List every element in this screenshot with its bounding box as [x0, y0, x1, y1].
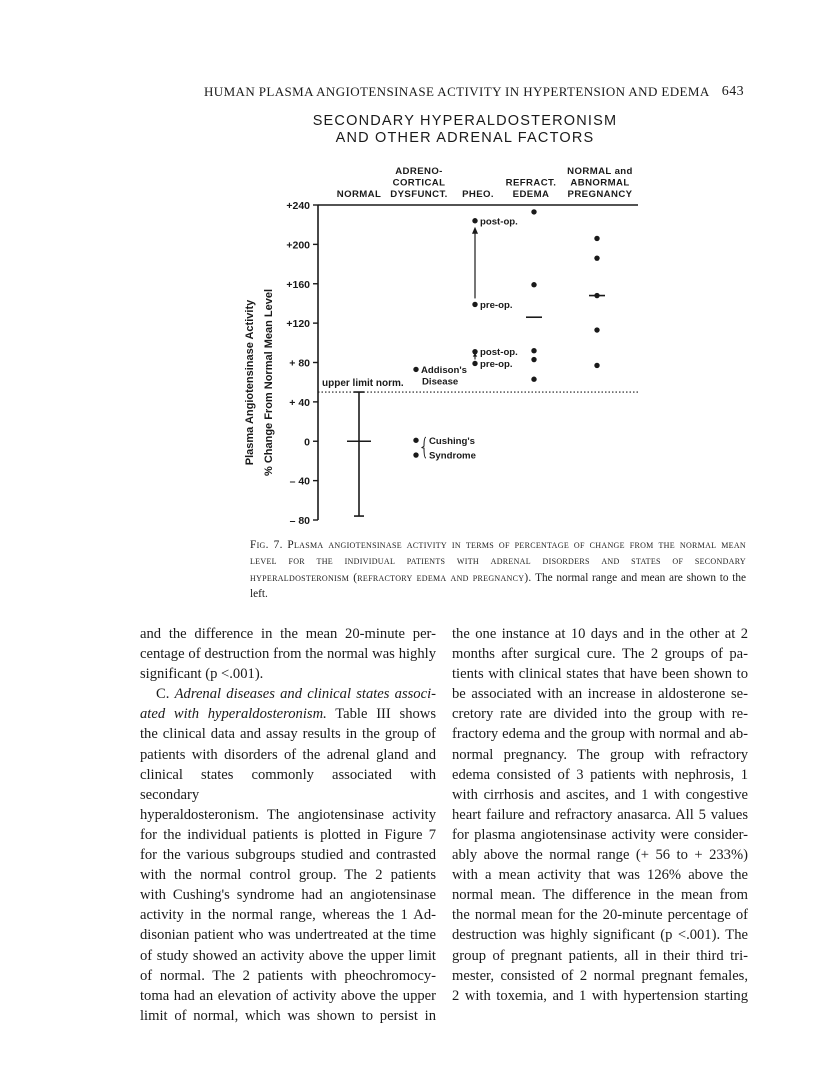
figure-caption: [250, 537, 746, 603]
addison-label-line-1: Addison's: [421, 364, 467, 376]
left-text-line: with Cushing's syndrome had an angiotensinase: [140, 887, 436, 904]
pheo-post-op-high-label: post-op.: [480, 216, 518, 228]
left-text-line: centage of destruction from the normal was highly: [140, 646, 436, 663]
data-point: [531, 209, 536, 214]
pheo-arrowhead-long: [472, 227, 478, 234]
data-point: [531, 357, 536, 362]
right-text-line: for plasma angiotensinase activity were consider-: [452, 826, 748, 843]
category-label: ADRENO-: [395, 166, 443, 177]
caption-body: Plasma angiotensinase activity in terms of percentage of change from the normal mean level for the individual patients with adrenal disorders and states of secondary hyperaldosteronism (refractory edema and pregnancy).: [250, 539, 746, 584]
cushing-label-line-1: Cushing's: [429, 435, 475, 447]
data-point: [413, 367, 418, 372]
section-label: C.: [156, 686, 170, 703]
left-text-line: clinical states commonly associated with secondary: [140, 766, 436, 803]
data-point: [594, 327, 599, 332]
left-text-line: of study showed an activity above the upper limit: [140, 947, 436, 964]
pheo-pre-op-high-label: pre-op.: [480, 299, 513, 311]
addison-label-line-2: Disease: [422, 376, 459, 388]
category-label: DYSFUNCT.: [390, 189, 448, 200]
upper-limit-label: upper limit norm.: [322, 378, 404, 390]
right-text-line: with cirrhosis and ascites, and 1 with congestive: [452, 786, 748, 803]
right-text-line: the one instance at 10 days and in the other at 2: [452, 626, 748, 642]
left-text-line: toma had an elevation of activity above the upper: [140, 987, 436, 1004]
left-text-line: activity in the normal range, whereas the 1 Ad-: [140, 907, 436, 924]
running-title: HUMAN PLASMA ANGIOTENSINASE ACTIVITY IN HYPERTENSION AND EDEMA: [204, 84, 710, 99]
left-text-line: hyperaldosteronism. The angiotensinase activity: [140, 806, 436, 823]
left-text-line: with the normal control group. The 2 patients: [140, 867, 436, 884]
y-axis-label-line-2: % Change From Normal Mean Level: [263, 288, 275, 477]
left-text-line: significant (p <.001).: [140, 666, 264, 683]
pheo-post-op-low-label: post-op.: [480, 347, 518, 359]
right-text-line: tients with clinical states that have been shown to: [452, 666, 748, 683]
y-axis-label-line-1: Plasma Angiotensinase Activity: [244, 299, 256, 466]
category-label: PHEO.: [462, 189, 494, 200]
page-number: 643: [721, 84, 744, 99]
left-text-line: for the individual patients is plotted in Figure 7: [140, 826, 436, 843]
right-text-line: cretory rate are divided into the group with re-: [452, 706, 748, 723]
right-text-line: normal pregnancy. The group with refractory: [452, 746, 748, 763]
caption-label: Fig. 7.: [250, 539, 283, 551]
y-tick-label: +120: [286, 318, 310, 331]
y-tick-label: – 80: [289, 515, 310, 527]
section-line-rest: Table III shows: [335, 706, 437, 723]
y-tick-label: 0: [304, 436, 310, 449]
y-tick-label: – 40: [289, 475, 310, 488]
right-text-line: normal mean. The difference in the mean from: [452, 887, 748, 904]
right-text-line: months after surgical cure. The 2 groups of pa-: [452, 646, 748, 663]
left-text-line: disonian patient who was undertreated at the time: [140, 927, 436, 944]
cushing-label-line-2: Syndrome: [429, 450, 476, 462]
category-label: NORMAL and: [567, 166, 633, 177]
data-point: [531, 377, 536, 382]
y-tick-label: +160: [286, 278, 310, 291]
section-heading-line-1: Adrenal diseases and clinical states associ-: [174, 686, 436, 703]
data-point: [594, 363, 599, 368]
right-text-line: ably above the normal range (+ 56 to + 233%): [452, 847, 748, 864]
data-point: [594, 293, 599, 298]
right-text-line: group of pregnant patients, all in their third tri-: [452, 947, 748, 964]
category-label: ABNORMAL: [570, 177, 630, 189]
data-point: [413, 438, 418, 443]
left-paragraph-end: [140, 624, 436, 684]
data-point: [413, 452, 418, 457]
category-label: CORTICAL: [392, 177, 446, 189]
left-text-line: of normal. The 2 patients with pheochromocy-: [140, 967, 436, 984]
right-text-line: 2 with toxemia, and 1 with hypertension starting: [452, 987, 748, 1004]
right-text-line: with a mean activity that was 126% above the: [452, 867, 748, 884]
body-column-left: [140, 624, 436, 1026]
section-heading-line-2-row: [140, 704, 436, 724]
left-paragraph-body: [140, 724, 436, 1025]
body-column-right: [452, 624, 748, 1006]
left-text-line: limit of normal, which was shown to persist in: [140, 1007, 436, 1024]
data-point: [472, 218, 477, 223]
data-point: [594, 236, 599, 241]
data-point: [531, 282, 536, 287]
figure-title-line-2: AND OTHER ADRENAL FACTORS: [335, 130, 595, 146]
category-label: PREGNANCY: [567, 189, 633, 200]
data-point: [472, 302, 477, 307]
data-point: [472, 361, 477, 366]
right-text-line: be associated with an increase in aldosterone se-: [452, 686, 748, 703]
data-point: [531, 348, 536, 353]
pheo-pre-op-low-label: pre-op.: [480, 358, 513, 370]
category-label: EDEMA: [512, 189, 550, 200]
y-tick-label: +240: [286, 200, 310, 212]
right-text-line: mester, consisted of 2 normal pregnant females,: [452, 967, 748, 984]
caption-tail: The normal range and mean are shown to the left.: [250, 571, 747, 601]
section-heading-line-2: ated with hyperaldosteronism.: [140, 706, 327, 723]
right-text-line: heart failure and refractory anasarca. All 5 values: [452, 806, 748, 823]
left-text-line: patients with disorders of the adrenal gland and: [140, 746, 436, 763]
data-point: [594, 255, 599, 260]
right-text-line: edema consisted of 3 patients with nephrosis, 1: [452, 766, 748, 783]
right-paragraph: [452, 624, 748, 1006]
cushing-brace: [422, 437, 426, 458]
y-tick-label: + 40: [289, 396, 310, 409]
right-text-line: the normal mean for the 20-minute percentage of: [452, 907, 748, 924]
category-label: REFRACT.: [505, 177, 557, 189]
section-heading: [140, 684, 436, 704]
right-text-line: destruction was highly significant (p <.001). The: [452, 927, 748, 944]
y-tick-label: + 80: [289, 357, 310, 370]
category-label: NORMAL: [336, 189, 382, 200]
left-text-line: and the difference in the mean 20-minute per-: [140, 626, 436, 642]
left-text-line: the clinical data and assay results in the group of: [140, 726, 436, 743]
y-tick-label: +200: [286, 239, 310, 252]
left-text-line: for the various subgroups studied and contrasted: [140, 847, 436, 864]
figure-title-line-1: SECONDARY HYPERALDOSTERONISM: [312, 113, 618, 129]
right-text-line: fractory edema and the group with normal and ab-: [452, 726, 748, 743]
